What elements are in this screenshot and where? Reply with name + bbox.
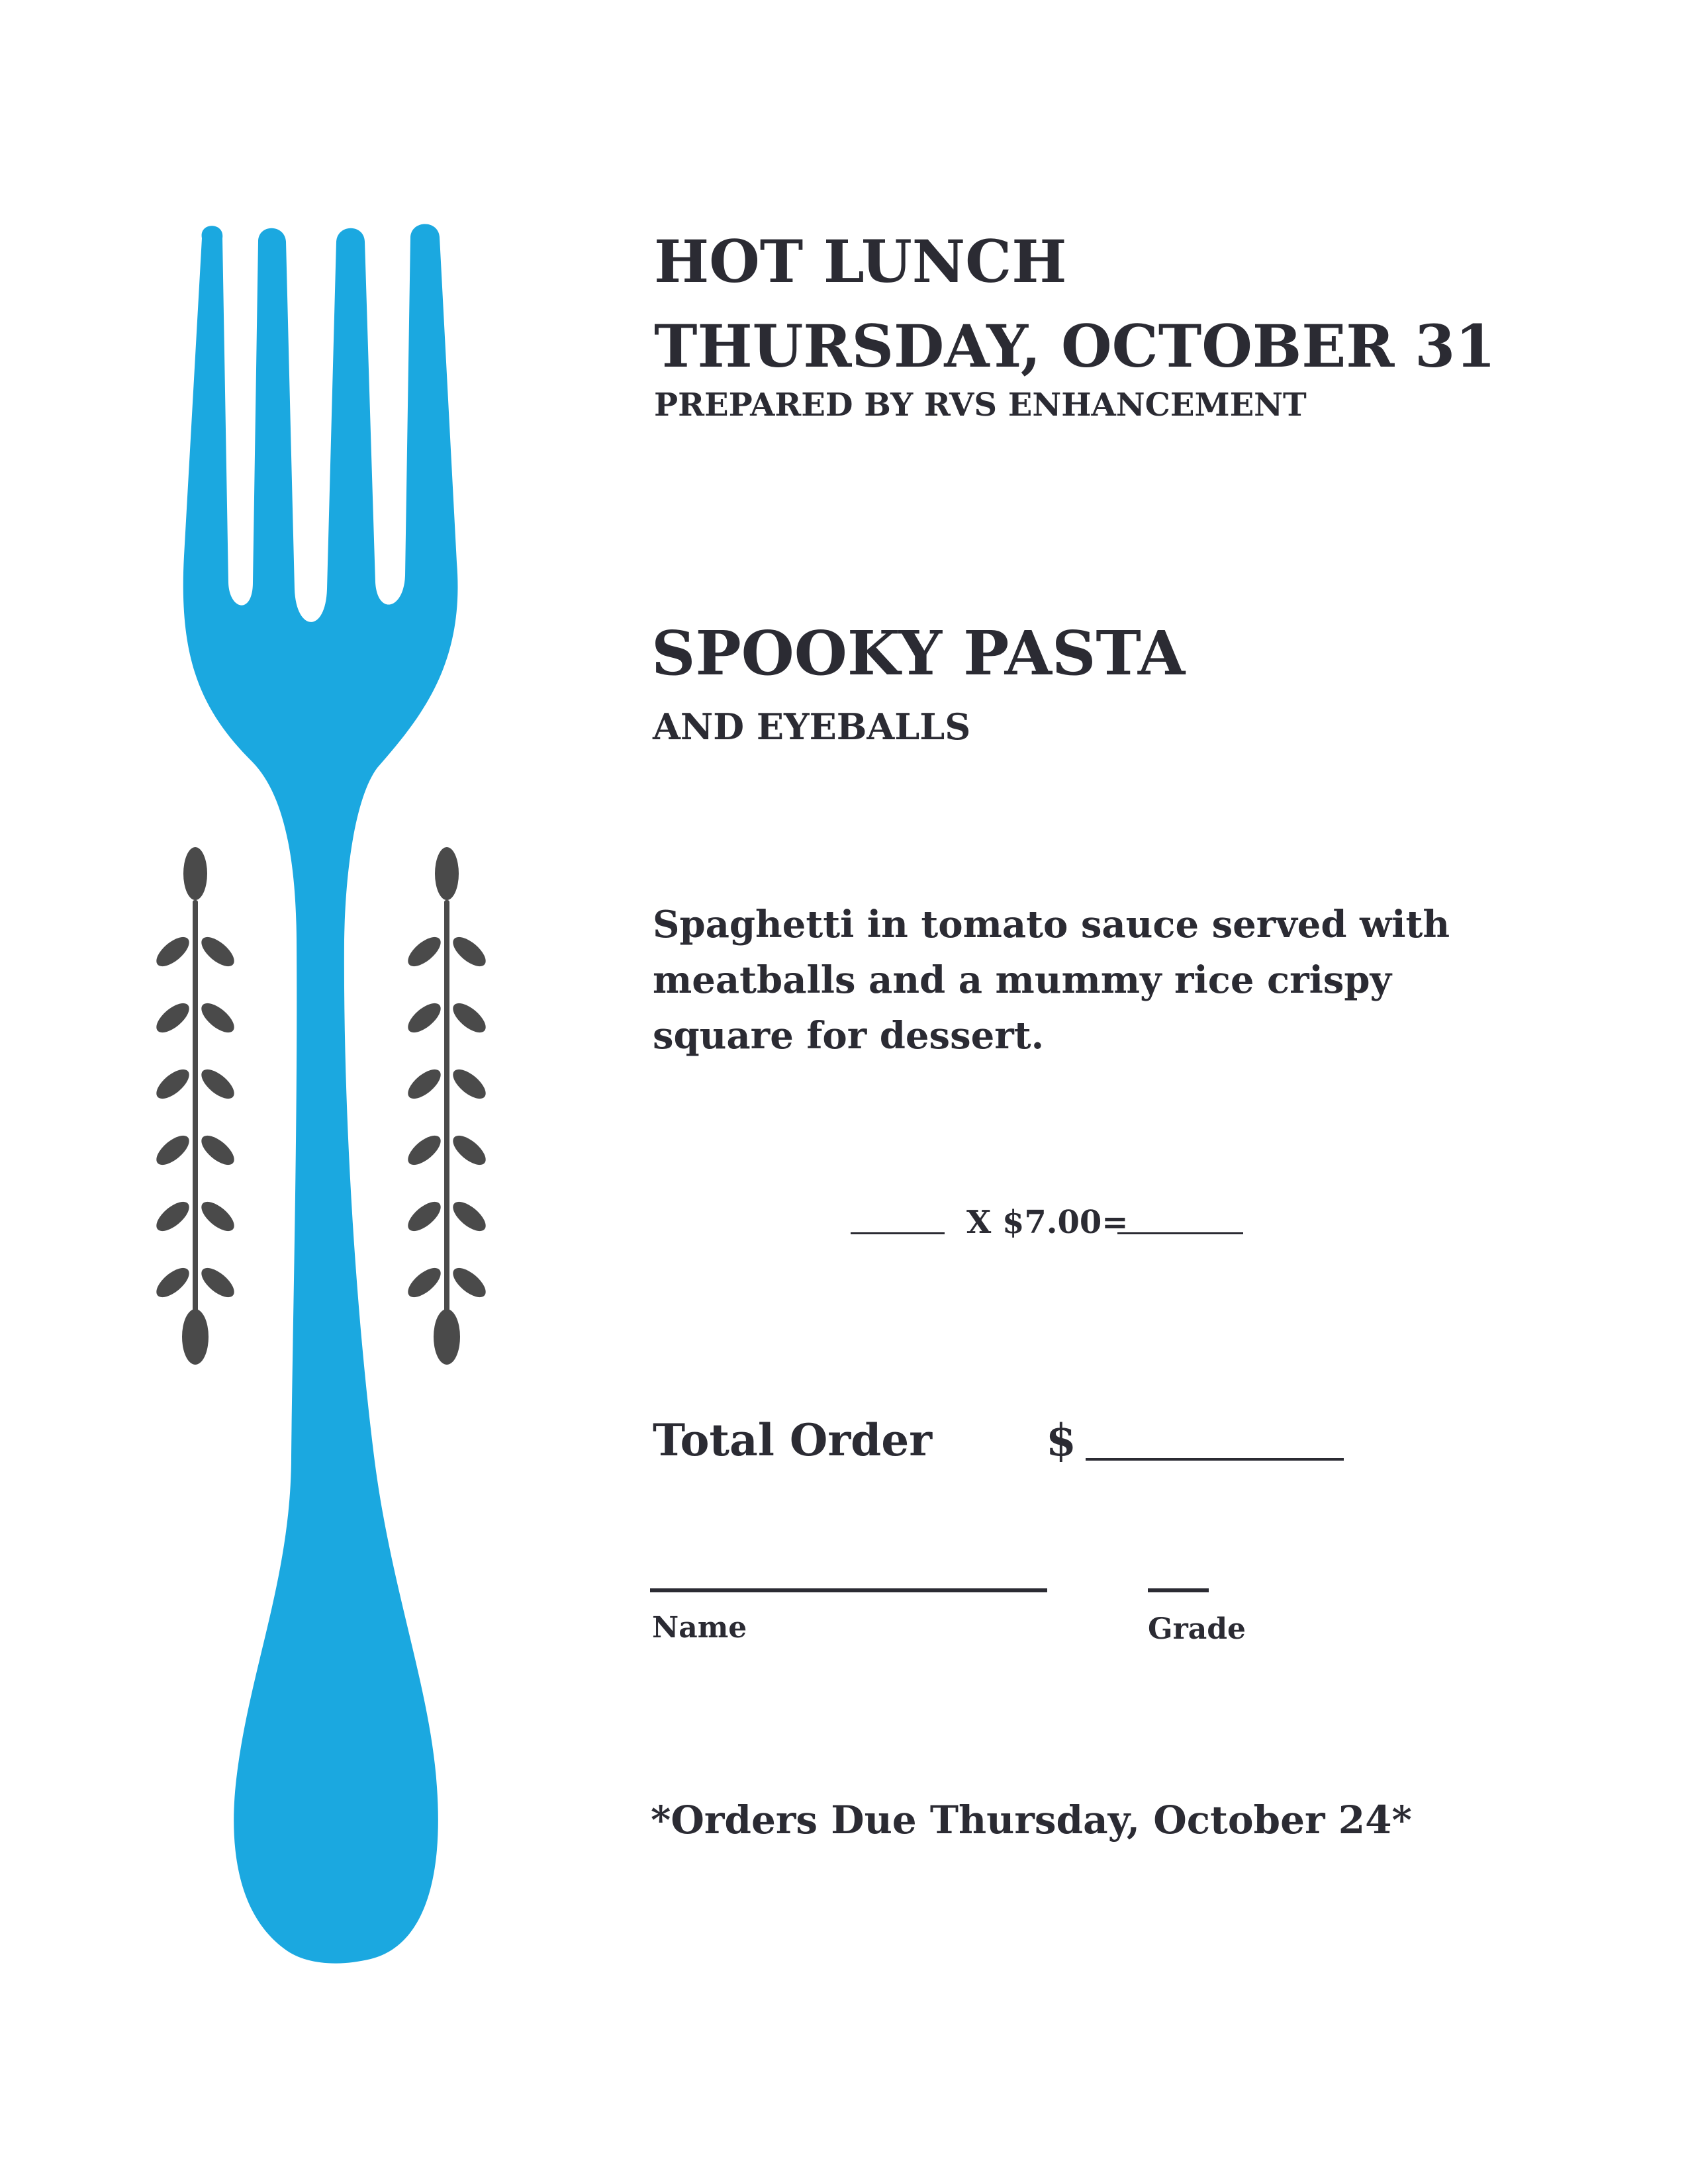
subtotal-blank[interactable]	[1117, 1232, 1243, 1234]
total-order-label: Total Order	[653, 1414, 933, 1466]
description-line: Spaghetti in tomato sauce served with	[653, 903, 1450, 946]
total-blank[interactable]	[1086, 1458, 1344, 1461]
leaf-sprig-icon-left	[152, 847, 239, 1365]
fork-illustration	[0, 0, 662, 2184]
name-label: Name	[652, 1611, 747, 1645]
dish-description	[653, 897, 1450, 1064]
name-blank[interactable]	[650, 1588, 1047, 1592]
leaf-sprig-icon-right	[403, 847, 491, 1365]
grade-label: Grade	[1148, 1612, 1246, 1646]
grade-blank[interactable]	[1148, 1588, 1209, 1592]
description-line: meatballs and a mummy rice crispy	[653, 958, 1392, 1002]
dish-name: SPOOKY PASTA	[651, 617, 1186, 689]
currency-symbol: $	[1046, 1414, 1076, 1466]
quantity-blank[interactable]	[851, 1232, 945, 1234]
orders-due-notice: *Orders Due Thursday, October 24*	[651, 1797, 1412, 1843]
page-title: HOT LUNCH	[654, 227, 1067, 296]
description-line: square for dessert.	[653, 1014, 1045, 1058]
prepared-by: PREPARED BY RVS ENHANCEMENT	[654, 387, 1307, 424]
unit-price: X $7.00=	[966, 1204, 1129, 1241]
dish-subtitle: AND EYEBALLS	[653, 705, 971, 748]
event-date: THURSDAY, OCTOBER 31	[654, 312, 1496, 381]
